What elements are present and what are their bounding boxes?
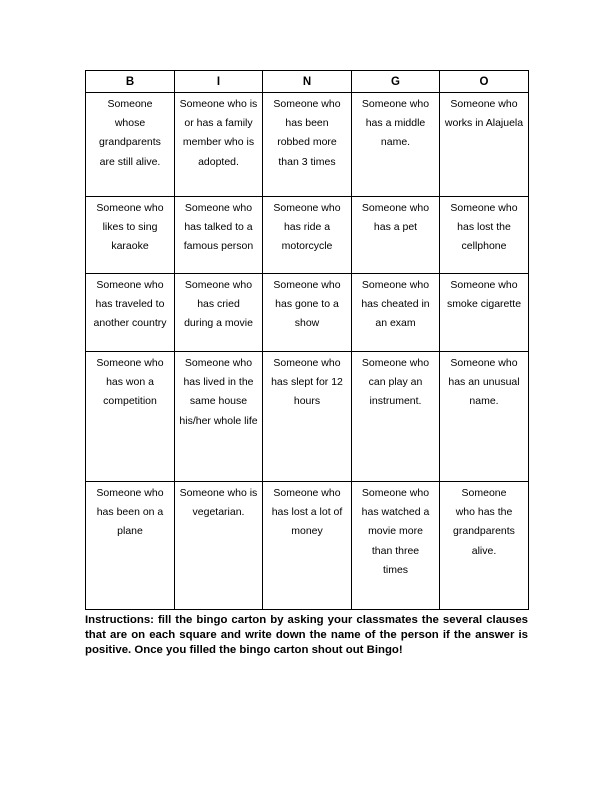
bingo-cell: Someone who has been on a plane [86,482,175,610]
bingo-cell: Someone who is vegetarian. [175,482,263,610]
table-row [86,197,529,274]
bingo-cell: Someone who is or has a family member who is adopted. [175,93,263,197]
bingo-cell: Someone who works in Alajuela [440,93,529,197]
table-row [86,482,529,610]
bingo-cell: Someone who smoke cigarette [440,274,529,352]
table-row [86,93,529,197]
bingo-cell: Someone who has won a competition [86,352,175,482]
header-row [86,71,529,93]
bingo-cell: Someone who has slept for 12 hours [263,352,352,482]
bingo-cell: Someone who has gone to a show [263,274,352,352]
table-row [86,274,529,352]
column-header-n: N [263,71,352,93]
bingo-card [85,70,529,610]
bingo-cell: Someone who has cheated in an exam [352,274,440,352]
bingo-cell: Someone whose grandparents are still alive. [86,93,175,197]
bingo-cell: Someone who has lived in the same house his/her whole life [175,352,263,482]
bingo-cell: Someone who has watched a movie more than three times [352,482,440,610]
bingo-cell: Someone who has a pet [352,197,440,274]
bingo-cell: Someone who has traveled to another country [86,274,175,352]
bingo-cell: Someone who has been robbed more than 3 times [263,93,352,197]
bingo-cell: Someone who has the grandparents alive. [440,482,529,610]
bingo-cell: Someone who has ride a motorcycle [263,197,352,274]
instructions-text: Instructions: fill the bingo carton by asking your classmates the several clauses that are on each square and write down the name of the person if the answer is positive. Once you filled the bingo carton shout out Bingo! [85,614,528,656]
column-header-i: I [175,71,263,93]
bingo-cell: Someone who has cried during a movie [175,274,263,352]
column-header-b: B [86,71,175,93]
bingo-cell: Someone who can play an instrument. [352,352,440,482]
table-row [86,352,529,482]
bingo-cell: Someone who has lost the cellphone [440,197,529,274]
bingo-cell: Someone who likes to sing karaoke [86,197,175,274]
column-header-g: G [352,71,440,93]
bingo-cell: Someone who has lost a lot of money [263,482,352,610]
bingo-cell: Someone who has talked to a famous person [175,197,263,274]
column-header-o: O [440,71,529,93]
bingo-cell: Someone who has an unusual name. [440,352,529,482]
bingo-cell: Someone who has a middle name. [352,93,440,197]
